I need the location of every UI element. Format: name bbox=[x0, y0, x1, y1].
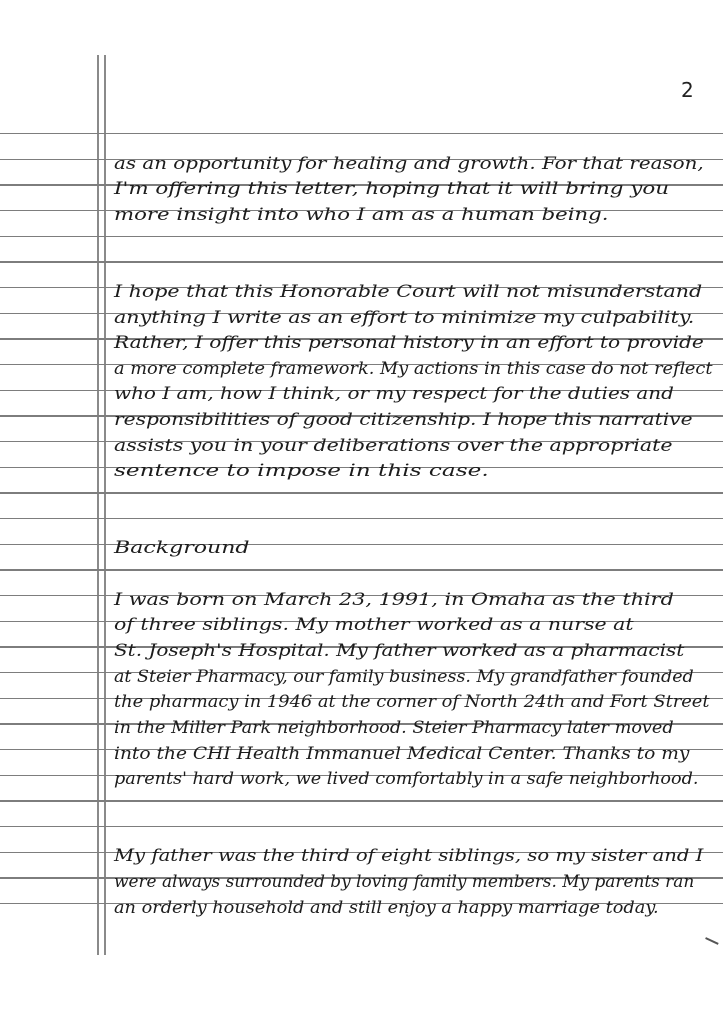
handwritten-line: sentence to impose in this case. bbox=[114, 461, 489, 480]
margin-line-left bbox=[97, 55, 99, 955]
handwritten-line: assists you in your deliberations over the appropriate bbox=[114, 436, 673, 455]
handwritten-line: St. Joseph's Hospital. My father worked as a pharmacist bbox=[114, 641, 685, 660]
handwritten-line: I'm offering this letter, hoping that it will bring you bbox=[114, 179, 670, 198]
handwritten-line: into the CHI Health Immanuel Medical Center. Thanks to my bbox=[114, 744, 690, 763]
page-number: 2 bbox=[681, 78, 694, 102]
handwritten-line: who I am, how I think, or my respect for the duties and bbox=[114, 384, 674, 403]
ruled-line bbox=[0, 569, 723, 570]
ruled-line bbox=[0, 492, 723, 493]
handwritten-line: of three siblings. My mother worked as a nurse at bbox=[114, 615, 634, 634]
ruled-line bbox=[0, 518, 723, 519]
ruled-line bbox=[0, 261, 723, 262]
handwritten-line: were always surrounded by loving family members. My parents ran bbox=[114, 872, 695, 891]
handwritten-line: parents' hard work, we lived comfortably in a safe neighborhood. bbox=[114, 769, 699, 788]
ruled-line bbox=[0, 236, 723, 237]
handwritten-line: at Steier Pharmacy, our family business. My grandfather founded bbox=[114, 667, 694, 686]
handwritten-line: an orderly household and still enjoy a happy marriage today. bbox=[114, 898, 659, 917]
handwritten-line: a more complete framework. My actions in this case do not reflect bbox=[114, 359, 713, 378]
handwritten-line: more insight into who I am as a human being. bbox=[114, 205, 609, 224]
handwritten-line: Rather, I offer this personal history in an effort to provide bbox=[114, 333, 704, 352]
handwritten-line: I hope that this Honorable Court will not misunderstand bbox=[114, 282, 703, 301]
margin-line-right bbox=[104, 55, 106, 955]
handwritten-line: My father was the third of eight siblings, so my sister and I bbox=[114, 846, 704, 865]
handwritten-line: the pharmacy in 1946 at the corner of North 24th and Fort Street bbox=[114, 692, 710, 711]
ruled-line bbox=[0, 826, 723, 827]
handwritten-line: in the Miller Park neighborhood. Steier Pharmacy later moved bbox=[114, 718, 674, 737]
handwritten-line: responsibilities of good citizenship. I hope this narrative bbox=[114, 410, 693, 429]
section-heading: Background bbox=[114, 538, 250, 557]
ruled-line bbox=[0, 800, 723, 801]
handwritten-line: anything I write as an effort to minimize my culpability. bbox=[114, 308, 695, 327]
ruled-line bbox=[0, 133, 723, 134]
handwritten-line: as an opportunity for healing and growth. For that reason, bbox=[114, 154, 704, 173]
ruled-line bbox=[0, 544, 723, 545]
handwritten-line: I was born on March 23, 1991, in Omaha as the third bbox=[114, 590, 674, 609]
corner-mark bbox=[705, 937, 718, 944]
